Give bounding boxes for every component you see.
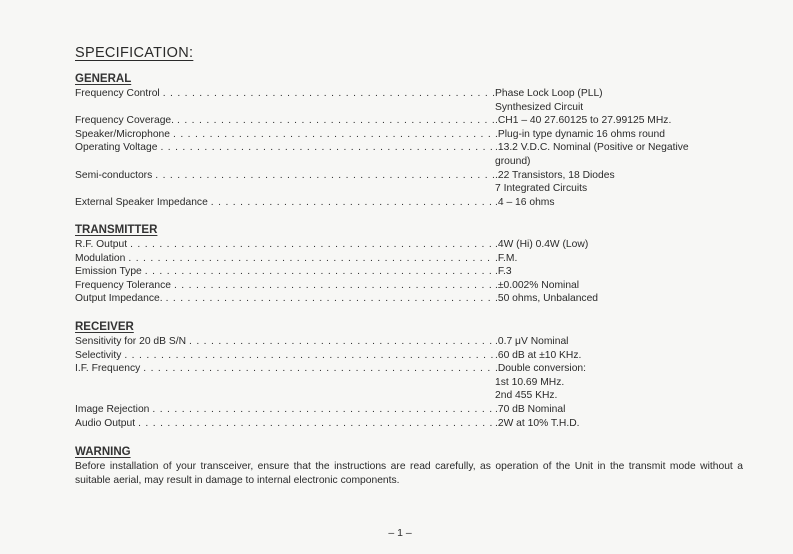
- spec-value: [495, 141, 745, 168]
- spec-value: [495, 335, 745, 349]
- spec-value-line: .50 ohms, Unbalanced: [495, 293, 599, 305]
- spec-label: [75, 292, 495, 306]
- page-number: – 1 –: [388, 527, 412, 539]
- spec-value-line: .13.2 V.D.C. Nominal (Positive or Negative: [495, 142, 689, 154]
- spec-value: [495, 362, 745, 403]
- spec-label: [75, 279, 495, 293]
- spec-label: [75, 252, 495, 266]
- spec-label: [75, 141, 495, 168]
- spec-label-text: Frequency Tolerance: [75, 279, 171, 291]
- spec-label: [75, 238, 495, 252]
- spec-label-text: R.F. Output: [75, 239, 128, 250]
- dot-leader: [152, 169, 495, 196]
- spec-label-text: Selectivity: [75, 349, 122, 361]
- spec-row: [75, 141, 745, 168]
- spec-value-line: ground): [495, 155, 531, 167]
- spec-value: [495, 417, 745, 431]
- dot-leader: [160, 87, 495, 114]
- warning-heading: WARNING: [75, 446, 131, 458]
- spec-row: [75, 128, 745, 142]
- spec-value-line: .F.M.: [495, 252, 518, 264]
- spec-row: [75, 196, 745, 210]
- spec-value-line: .±0.002% Nominal: [495, 279, 580, 291]
- spec-label-text: External Speaker Impedance: [75, 196, 208, 208]
- spec-label: [75, 362, 495, 403]
- spec-value-line: .Plug-in type dynamic 16 ohms round: [495, 128, 665, 140]
- spec-value-line: .70 dB Nominal: [495, 403, 566, 415]
- spec-label: [75, 114, 495, 128]
- spec-label: [75, 417, 495, 431]
- spec-label: [75, 196, 495, 210]
- dot-leader: [135, 417, 495, 431]
- dot-leader: [149, 403, 495, 417]
- spec-value: [495, 169, 745, 196]
- spec-row: [75, 169, 745, 196]
- spec-label: [75, 349, 495, 363]
- spec-label: [75, 403, 495, 417]
- spec-row: [75, 114, 745, 128]
- section-heading: GENERAL: [75, 73, 132, 85]
- spec-label-text: Audio Output: [75, 417, 136, 429]
- spec-value: [495, 128, 745, 142]
- warning-text: Before installation of your transceiver, ensure that the instructions are read carefully, as operation of the Unit in the transmit mode without a suitable aerial, may result in damage to internal electronic components.: [75, 461, 743, 486]
- dot-leader: [171, 279, 495, 293]
- spec-label-text: Frequency Coverage.: [75, 115, 175, 127]
- spec-row: [75, 292, 745, 306]
- spec-row: [75, 252, 745, 266]
- spec-value-line: .Double conversion:: [495, 363, 587, 375]
- dot-leader: [163, 292, 495, 306]
- spec-row: [75, 362, 745, 403]
- spec-label-text: I.F. Frequency: [75, 363, 141, 375]
- spec-row: [75, 335, 745, 349]
- spec-value-line: .60 dB at ±10 KHz.: [495, 349, 582, 361]
- spec-label: [75, 128, 495, 142]
- spec-row: [75, 265, 745, 279]
- spec-label-text: Emission Type: [75, 266, 142, 278]
- spec-row: [75, 349, 745, 363]
- section-general: [75, 71, 745, 209]
- spec-row: [75, 238, 745, 252]
- dot-leader: [121, 349, 495, 363]
- dot-leader: [170, 128, 495, 142]
- dot-leader: [127, 238, 495, 252]
- spec-value-line: Phase Lock Loop (PLL): [495, 88, 603, 99]
- dot-leader: [174, 114, 495, 128]
- spec-value: [495, 238, 745, 252]
- dot-leader: [186, 335, 495, 349]
- dot-leader: [125, 252, 495, 266]
- spec-value: [495, 279, 745, 293]
- spec-value-line: .22 Transistors, 18 Diodes: [495, 169, 615, 181]
- spec-label: [75, 265, 495, 279]
- dot-leader: [142, 265, 495, 279]
- spec-label-text: Operating Voltage: [75, 142, 158, 154]
- spec-label: [75, 169, 495, 196]
- spec-value-line: 2nd 455 KHz.: [495, 390, 558, 402]
- spec-value: [495, 252, 745, 266]
- dot-leader: [157, 141, 495, 168]
- dot-leader: [140, 362, 495, 403]
- section-receiver: [75, 319, 745, 430]
- spec-value: [495, 265, 745, 279]
- spec-row: [75, 87, 745, 114]
- page-title: SPECIFICATION:: [75, 45, 194, 61]
- spec-label-text: Image Rejection: [75, 403, 150, 415]
- spec-value: [495, 292, 745, 306]
- spec-value-line: 7 Integrated Circuits: [495, 183, 588, 195]
- spec-value: [495, 403, 745, 417]
- spec-label: [75, 87, 495, 114]
- dot-leader: [208, 196, 495, 210]
- spec-value-line: .4 – 16 ohms: [495, 196, 555, 208]
- spec-value-line: .CH1 – 40 27.60125 to 27.99125 MHz.: [495, 115, 672, 127]
- spec-value-line: .0.7 μV Nominal: [495, 336, 569, 347]
- spec-value: [495, 87, 745, 114]
- spec-row: [75, 417, 745, 431]
- spec-label-text: Output Impedance.: [75, 293, 163, 305]
- spec-value: [495, 114, 745, 128]
- section-warning: [75, 444, 745, 488]
- spec-value-line: .2W at 10% T.H.D.: [495, 417, 580, 429]
- section-heading: TRANSMITTER: [75, 224, 158, 236]
- spec-value-line: Synthesized Circuit: [495, 101, 584, 113]
- spec-label-text: Modulation: [75, 252, 126, 264]
- spec-value-line: .F.3: [495, 266, 512, 278]
- spec-row: [75, 403, 745, 417]
- spec-value: [495, 196, 745, 210]
- spec-value: [495, 349, 745, 363]
- section-heading: RECEIVER: [75, 321, 134, 333]
- spec-value-line: 1st 10.69 MHz.: [495, 376, 565, 388]
- spec-label-text: Sensitivity for 20 dB S/N: [75, 336, 187, 347]
- spec-label-text: Semi-conductors: [75, 169, 153, 181]
- section-transmitter: [75, 222, 745, 306]
- spec-label: [75, 335, 495, 349]
- spec-row: [75, 279, 745, 293]
- spec-label-text: Speaker/Microphone: [75, 128, 171, 140]
- spec-label-text: Frequency Control: [75, 88, 160, 99]
- spec-value-line: .4W (Hi) 0.4W (Low): [495, 239, 589, 250]
